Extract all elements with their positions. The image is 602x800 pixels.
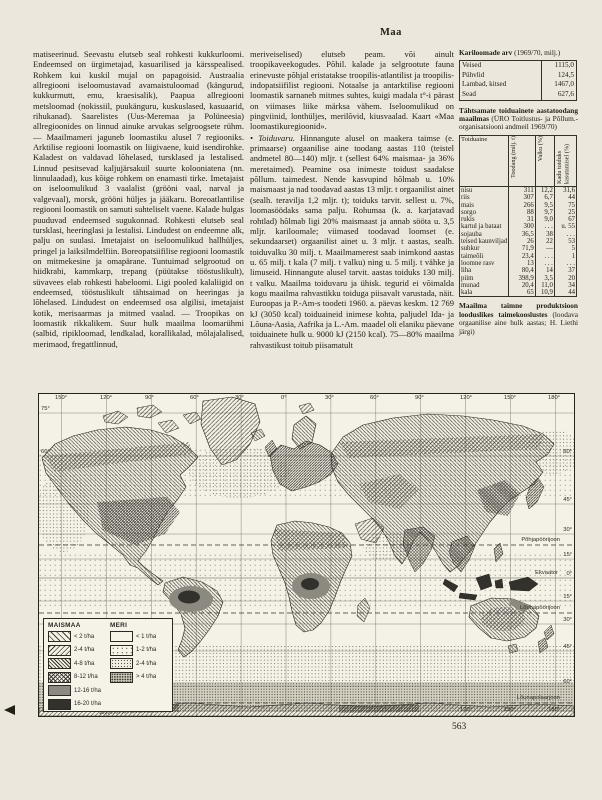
legend-item: 2-4 t/ha	[110, 658, 170, 669]
table-row: sojauba 36,5 38 . . .	[461, 230, 575, 238]
table-row: kartul ja bataat 300 . . . u. 55	[461, 223, 575, 231]
sidebar	[459, 49, 578, 336]
col-header-kadu: Kadu toiduks kasutamisel (%)	[554, 135, 576, 186]
col-header-toiduaine: Toiduaine	[460, 135, 509, 186]
livestock-table-title: Kariloomade arv (1969/70, milj.)	[459, 48, 561, 57]
legend-land-column	[48, 622, 108, 713]
food-table-title: Tähtsamate toiduainete aastatoodang maailmas (ÜRO Toitlustus- ja Põllum.-organisatsiooni andmeil 1969/70)	[459, 105, 578, 132]
lon-label: 0°	[281, 395, 287, 401]
table-row: liha 80,4 14 37	[461, 267, 575, 275]
toiduvaru-lead: • Toiduvaru.	[250, 132, 295, 143]
toiduvaru-text: Hinnangute alusel on maakera taimse (e. primaarse) orgaanilise aine toodang aastas 110 (teistel andmetel 80—140) mljr. t (sellest 64% maismaa- ja 36% meretaimed). Peamine osa inimeste toidust saadakse põllum. taimedest. Nende kasvupind hõlmab u. 10% maismaast ja nad toodavad aastas 13 mljr. t orgaanilist ainet (sealh. teravilja 1,2 mljr. t); toiduks tarvit. sellest u. 7%, loomasöödaks sama palju. Rohumaa (k. a. karjatavad rohtlad) hõlmab ligi 20% maismaast ja annab sööta u. 3,5 mljr. kariloomale; viimased toodavad loomset (e. sekundaarset) orgaanilist ainet u. 3 mljr. t aastas, sealh. toiduvalku 30 milj. t. Maailmamerest saab inimkond aastas u. 65 milj. t kala (7 milj. t valku) ning u. 5 milj. t vähke ja limuseid. Hinnangute alusel tarvit. aastas toiduks 130 milj. t valku. Maailma toiduvaru ja ühisk. tegurid ei võimalda kogu maailma rahvastikku toiduga piisavalt varustada, näit. Euroopas ja P.-Am-s toodeti 1960. a. päevas keskm. 12 769 kJ (3050 kcal) toiduaineid inimese kohta, paljudel Ida- ja Lõuna-Aasia, Aafrika ja L.-Am. maadel oli elaniku päevane toiduainete hulk u. 9000 kJ (2150 kcal). 75—80% maailma rahvastikust toitub piisamatult	[250, 132, 454, 350]
lon-label: 90°	[145, 395, 154, 401]
legend-item: 2-4 t/ha	[48, 645, 108, 656]
swatch-land-1-icon	[48, 631, 71, 642]
lat-label: 60°	[41, 449, 50, 455]
swatch-land-2-icon	[48, 645, 71, 656]
table-row: kala 65 10,9 44	[461, 289, 575, 297]
lon-label: 150°	[504, 707, 516, 713]
tropic-of-cancer-label: Põhjapöörijoon	[521, 537, 560, 543]
lon-label: 150°	[55, 395, 67, 401]
lon-label: 120°	[100, 395, 112, 401]
lat-label: 30°	[563, 527, 572, 533]
antarctic-circle-label: Lõunapolaarjoon	[516, 695, 560, 701]
legend-sea-column	[110, 622, 170, 685]
lat-label: 0°	[566, 571, 572, 577]
table-row: taimeõli 23,4 . . . 1	[461, 252, 575, 260]
legend-item: 12-16 t/ha	[48, 685, 108, 696]
lon-label: 120°	[460, 395, 472, 401]
legend-item: 1-2 t/ha	[110, 645, 170, 656]
lon-label: 90°	[415, 395, 424, 401]
left-column-paragraph: matiseerinud. Seevastu elutseb seal rohkesti kukkurloomi. Endeemsed on ürgimetajad, kasuarilised ja kärsspealised. Rohkem kui kuskil mujal on papagoisid. Austraalia allregiooni iseloomustavad avamaistuloomad (kängurud, kukkurmutt, emu, kraesisalik), Paapua allregiooni metsloomad (nokissiil, puukänguru, kuskuslased, kasuaarid, rihukanad). Saarelistes (Uus-Meremaa ja Polüneesia) allregioonides on linnud ainuke arvukas selgroogsete rühm. — Maailmameri jaguneb loomastiku alusel 7 regiooniks. Arktilise regiooni loomastik on liigivaene, kuid isendirohke. Kaladest on valdavad lõhelased, tursklased ja lestalised. Linnud pesitsevad kaljujärsakuil suurte kolooniatena (nn. linnulaadad), kus kõige rohkem on enamasti tirke. Imetajaist on iseloomulikud 3 vaalalist (grööni vaal, narval ja valgevaal), morsk, grööni hüljes ja jääkaru. Boreoatlantilise regiooni loomastik on samuti suhteliselt vaene. Kalade hulgas puuduvad endeemsed sugukonnad. Rohkesti elutseb seal tursklasi, heeringlasi ja lestalisi. Lindudest on endeemne alk, palju on suulasi. Imetajaist on iseloomulikud hallhüljes, pringel ja laiksilmdelfiin. Boreopatsiifilise regiooni loomastik on mitmekesine ja omapärane. Tuntuimad selgrootud on hiidkrabi, kammkarp, trepang (püütakse tööstuslikult), süvavees elab rohkesti habeloomi. Ligi pooled kalaliigid on endeemsed, tööstuslikult tähtsaimad on heeringas ja lõhelased. Lindudest on endeemsed osa algilisi, imetajaist kotik, merisaarmas ja mitmed vaalad. — Troopikas on loomastik rikkalikem. Suur hulk maailma loomarühmi (salbid, ripikloomad, lendkalad, korallikalad, mõlajalalised, merimaod, fregattlinnud,	[33, 49, 244, 349]
table-row: Veised 1115,0	[460, 61, 577, 71]
right-column-paragraph-2	[250, 133, 454, 350]
lon-label: 180°	[548, 395, 560, 401]
lat-label: 75°	[41, 406, 50, 412]
table-row: suhkur 71,9 — 5	[461, 245, 575, 253]
col-header-toodang: Toodang (milj. t)	[509, 135, 535, 186]
swatch-land-5-icon	[48, 685, 71, 696]
table-row: riis 307 6,7 44	[461, 194, 575, 202]
table-header-row	[460, 135, 577, 186]
left-text-column	[33, 49, 244, 390]
page-number: 563	[452, 722, 467, 732]
swatch-land-4-icon	[48, 672, 71, 683]
food-production-table	[459, 135, 577, 298]
lon-label: 120°	[460, 707, 472, 713]
swatch-sea-3-icon	[110, 658, 133, 669]
margin-left-arrow-icon	[4, 705, 15, 715]
col-header-valku: Valku (%)	[535, 135, 554, 186]
world-productivity-map	[38, 393, 575, 717]
table-row: piim 398,9 3,5 20	[461, 274, 575, 282]
running-header: Maa	[380, 27, 402, 38]
table-row: rukis 31 9,0 67	[461, 216, 575, 224]
legend-sea-title: MERI	[110, 622, 128, 629]
map-caption: Maailma taimne produktsioon looduslikes taimekooslustes (loodava orgaanilise aine hulk aastas; H. Liethi järgi)	[459, 301, 578, 336]
swatch-land-6-icon	[48, 699, 71, 710]
right-column-paragraph-1: meriveiselised) elutseb peam. või ainult troopikaveekogudes. Põhil. kalade ja selgrootute fauna erinevuste põhjal eristatakse troopilis-atlantilist ja troopilis-indopatsiifilist regiooni. Notaalse ja antarktilise regiooni loomastik sarnaneb mitmes suhtes, kuigi madala t°-i pärast on viimases liike märksa vähem. Iseloomulikud on pingviinid, lonthüljes, merilõvid, kiusvaalad. Kaart «Maa loomastikuregioonid».	[250, 49, 454, 132]
lon-label: 150°	[504, 395, 516, 401]
legend-item: 8-12 t/ha	[48, 672, 108, 683]
lat-label: 15°	[563, 594, 572, 600]
table-row: Pühvlid 124,5	[460, 71, 577, 81]
lat-label: 45°	[563, 497, 572, 503]
lat-label: 60°	[563, 679, 572, 685]
lon-label: 60°	[190, 395, 199, 401]
table-row: munad 20,4 11,0 34	[461, 281, 575, 289]
lat-label: 15°	[563, 552, 572, 558]
table-row: Lambad, kitsed 1467,0	[460, 80, 577, 90]
table-row: teised kaunviljad 26 22 53	[461, 238, 575, 246]
amazon-core	[178, 591, 200, 604]
legend-item: < 2 t/ha	[48, 631, 108, 642]
lat-label: 30°	[563, 617, 572, 623]
table-row: Sead 627,6	[460, 90, 577, 100]
lon-label: 30°	[325, 395, 334, 401]
swatch-sea-2-icon	[110, 645, 133, 656]
equator-label: Ekvaator	[535, 570, 558, 576]
legend-item: > 4 t/ha	[110, 672, 170, 683]
lon-label: 60°	[370, 395, 379, 401]
right-text-column	[250, 49, 454, 390]
australia-interior	[481, 607, 525, 631]
legend-item: 16-20 t/ha	[48, 699, 108, 710]
table-row: mais 266 9,5 75	[461, 201, 575, 209]
table-row: nisu 311 12,2 31,6	[461, 186, 575, 194]
swatch-sea-1-icon	[110, 631, 133, 642]
swatch-sea-4-icon	[110, 672, 133, 683]
table-row: loomne rasv 13 . . . . . .	[461, 259, 575, 267]
tropic-of-capricorn-label: Lõunapöörijoon	[520, 605, 560, 611]
congo-core	[301, 578, 319, 590]
legend-land-title: MAISMAA	[48, 622, 81, 629]
livestock-table	[459, 60, 577, 100]
legend-item: 4-8 t/ha	[48, 658, 108, 669]
table-row: sorgo 88 9,7 25	[461, 208, 575, 216]
legend-item: < 1 t/ha	[110, 631, 170, 642]
antarctica-patch	[339, 704, 419, 713]
lon-label: 180°	[548, 707, 560, 713]
swatch-land-3-icon	[48, 658, 71, 669]
lon-label: 30°	[235, 395, 244, 401]
map-legend	[43, 618, 173, 712]
lat-label: 60°	[563, 449, 572, 455]
lat-label: 45°	[563, 644, 572, 650]
